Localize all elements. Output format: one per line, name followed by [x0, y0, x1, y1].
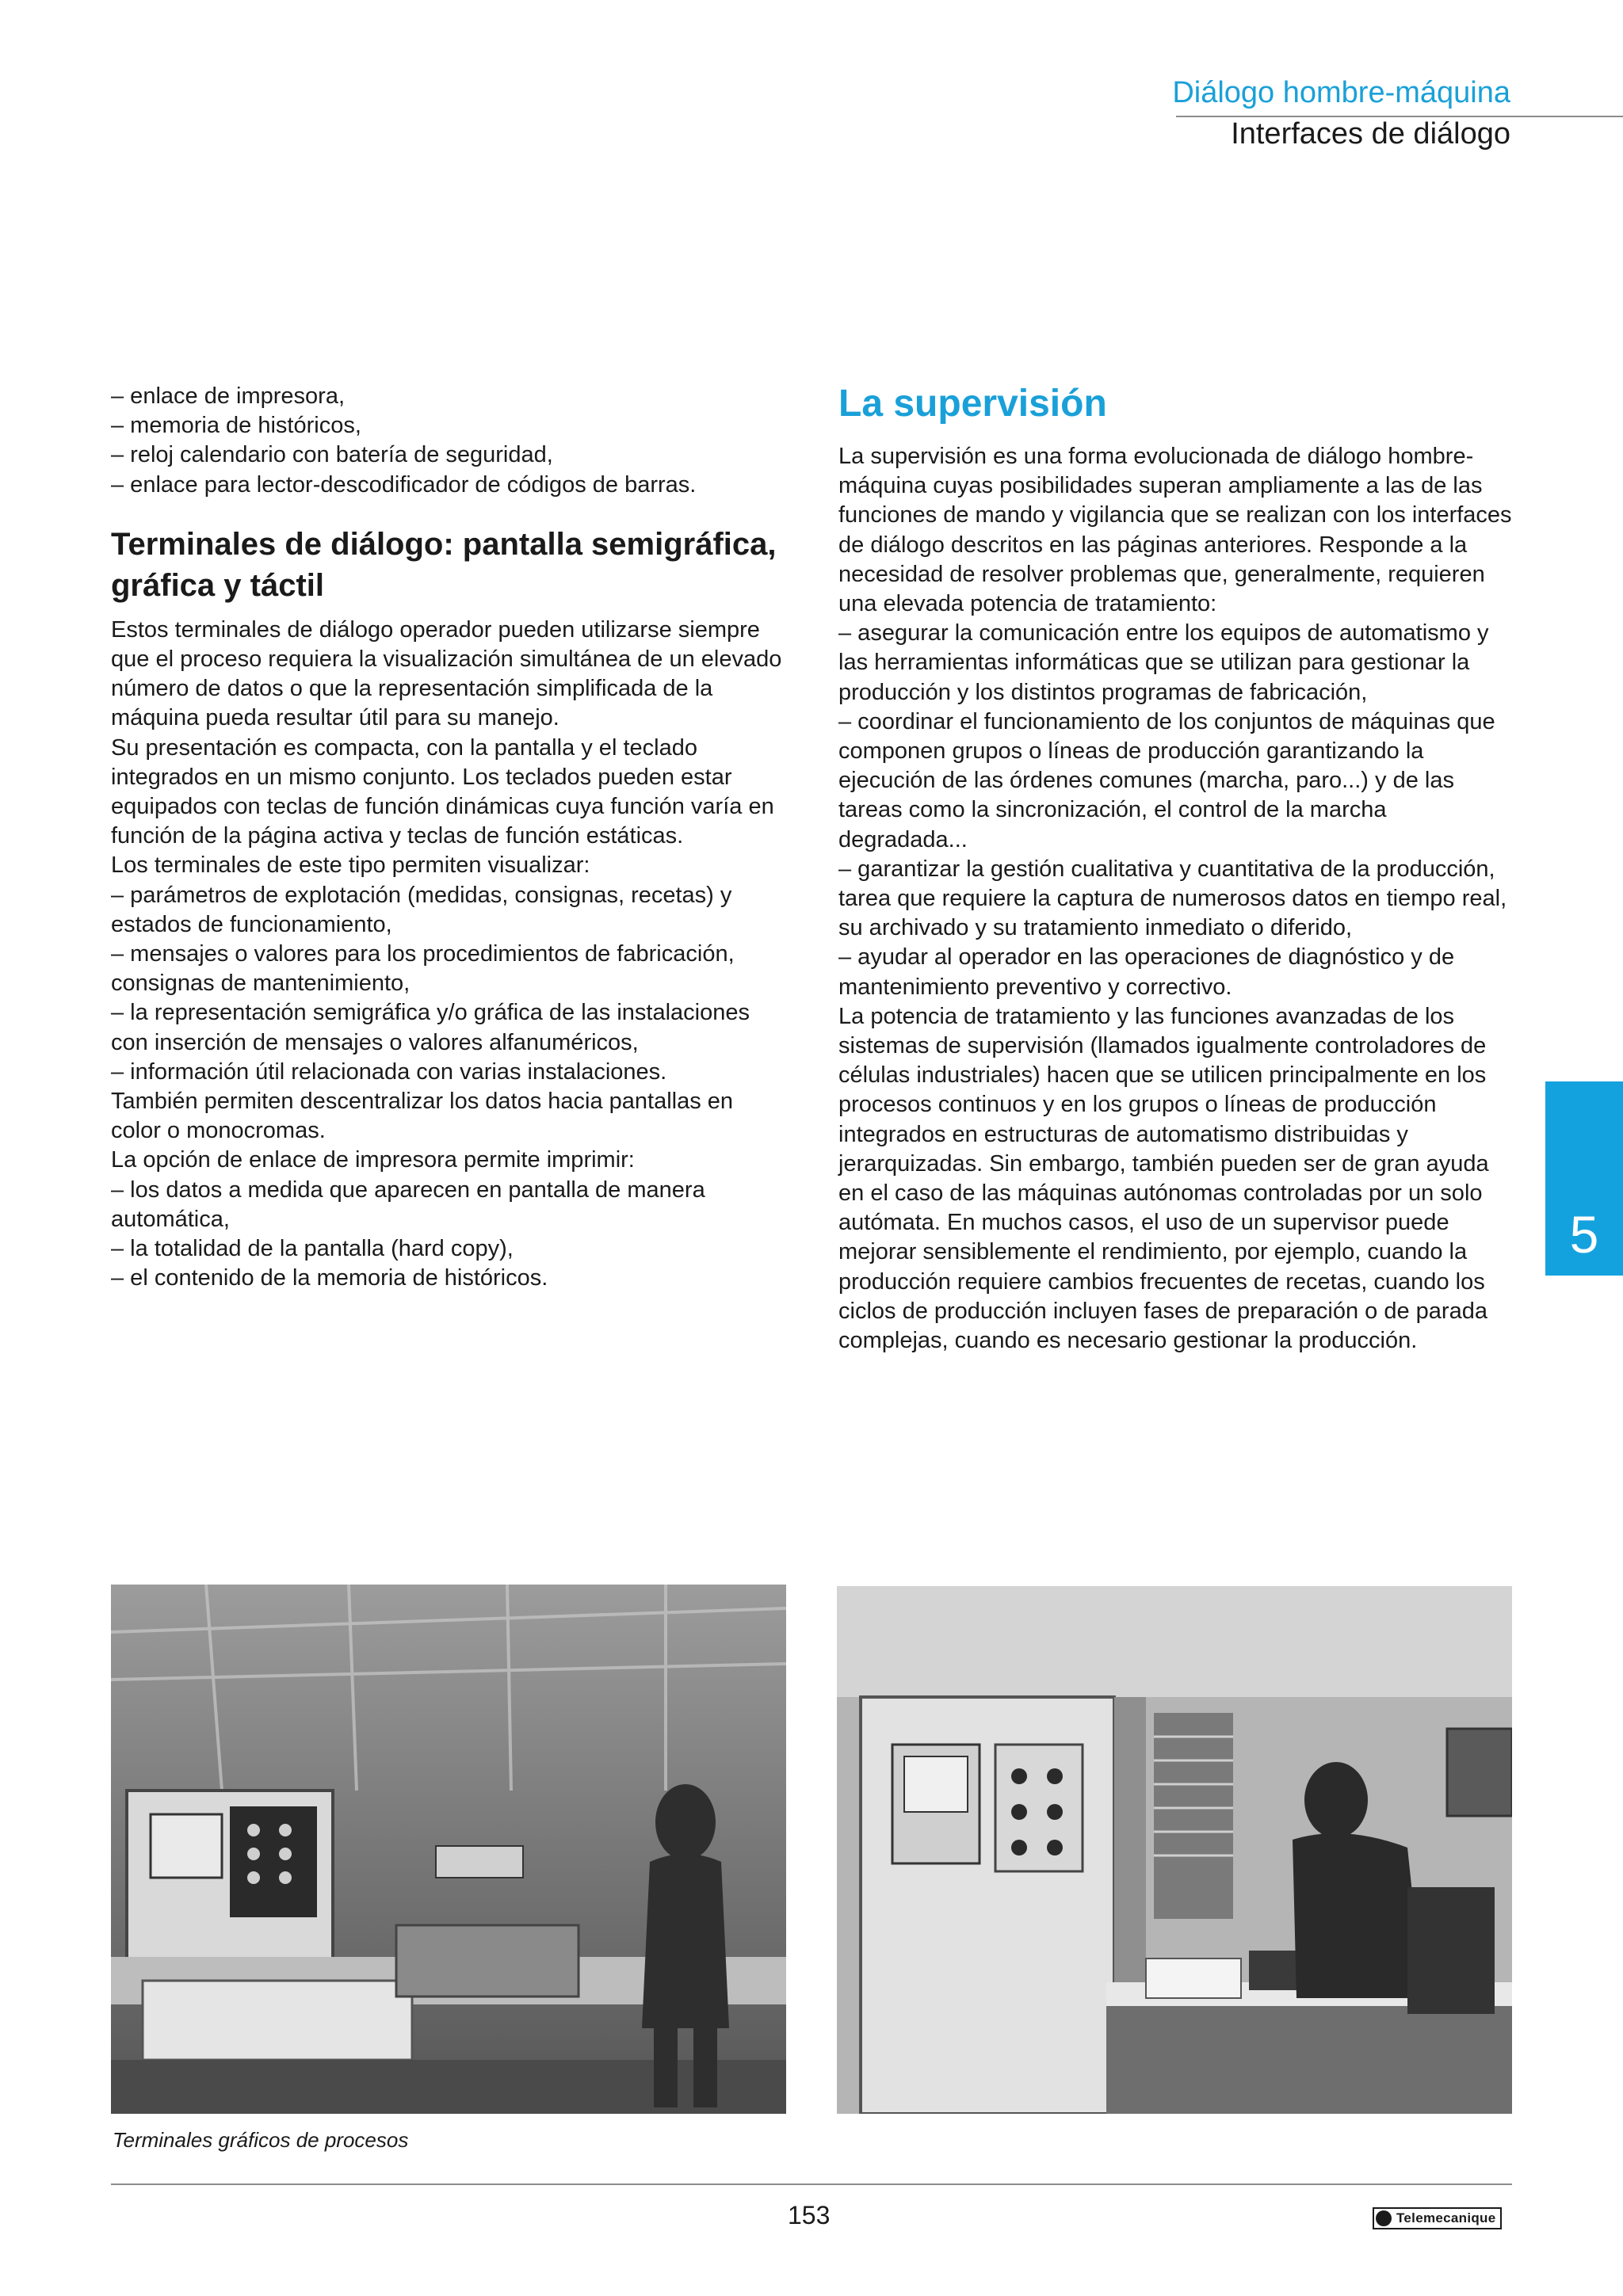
paragraph: – la totalidad de la pantalla (hard copy),	[111, 1236, 514, 1262]
paragraph: Estos terminales de diálogo operador pueden utilizarse siempre que el proceso requiera la visualización simultánea de un elevado número de datos o que la representación simplificada de la máquina pueda resultar útil para su manejo.	[111, 616, 782, 731]
brand-logo	[1373, 2207, 1502, 2229]
paragraph: – información útil relacionada con varias instalaciones.	[111, 1058, 667, 1085]
page-number: 153	[788, 2201, 831, 2229]
paragraph: – asegurar la comunicación entre los equipos de automatismo y las herramientas informáticas que se utilizan para gestionar la producción y los distintos programas de fabricación,	[838, 620, 1489, 705]
paragraph: – los datos a medida que aparecen en pantalla de manera automática,	[111, 1177, 705, 1232]
terminals-heading: Terminales de diálogo: pantalla semigráfica, gráfica y táctil	[111, 526, 777, 603]
paragraph: – garantizar la gestión cualitativa y cuantitativa de la producción, tarea que requiere la captura de numerosos datos en tiempo real, su archivado y su tratamiento inmediato o diferido,	[838, 856, 1507, 941]
supervision-heading: La supervisión	[838, 383, 1107, 425]
factory-line-image	[111, 1585, 786, 2114]
figure-caption: Terminales gráficos de procesos	[113, 2128, 409, 2152]
paragraph: – mensajes o valores para los procedimientos de fabricación, consignas de mantenimiento,	[111, 941, 735, 997]
chapter-number: 5	[1569, 1205, 1599, 1264]
section-title: Diálogo hombre-máquina	[1172, 76, 1510, 109]
paragraph: La supervisión es una forma evolucionada de diálogo hombre-máquina cuyas posibilidades superan ampliamente a las de las funciones de mando y vigilancia que se realizan con los interfaces de diálogo descritos en las páginas anteriores. Responde a la necesidad de resolver problemas que, generalmente, requieren una elevada potencia de tratamiento:	[838, 444, 1512, 617]
footer-divider	[111, 2183, 1512, 2185]
subsection-title: Interfaces de diálogo	[1231, 117, 1510, 151]
paragraph: Su presentación es compacta, con la pantalla y el teclado integrados en un mismo conjunto. Los teclados pueden estar equipados con teclas de función dinámicas cuya función varía en función de la página activa y teclas de función estáticas.	[111, 734, 774, 849]
paragraph: También permiten descentralizar los datos hacia pantallas en color o monocromas.	[111, 1089, 734, 1144]
paragraph: – parámetros de explotación (medidas, consignas, recetas) y estados de funcionamiento,	[111, 882, 732, 937]
paragraph: – la representación semigráfica y/o gráfica de las instalaciones con inserción de mensajes o valores alfanuméricos,	[111, 1000, 750, 1055]
left-column	[111, 382, 789, 1293]
brand-name: Telemecanique	[1396, 2210, 1496, 2225]
chapter-tab[interactable]	[1545, 1081, 1623, 1276]
brand-mark-icon	[1376, 2210, 1392, 2226]
list-item: – enlace para lector-descodificador de códigos de barras.	[111, 471, 697, 498]
list-item: – memoria de históricos,	[111, 413, 361, 439]
process-terminal-photo-2	[837, 1586, 1512, 2114]
supervision-station-image	[837, 1586, 1512, 2114]
paragraph: – el contenido de la memoria de históricos.	[111, 1265, 548, 1291]
paragraph: Los terminales de este tipo permiten visualizar:	[111, 852, 590, 879]
list-item: – reloj calendario con batería de seguridad,	[111, 442, 553, 468]
process-terminal-photo-1	[111, 1585, 786, 2114]
right-column	[838, 380, 1520, 1356]
list-item: – enlace de impresora,	[111, 383, 345, 409]
paragraph: – coordinar el funcionamiento de los conjuntos de máquinas que componen grupos o líneas de producción garantizando la ejecución de las órdenes comunes (marcha, paro...) y de las tareas como la sincronización, el control de la marcha degradada...	[838, 708, 1495, 852]
paragraph: – ayudar al operador en las operaciones de diagnóstico y de mantenimiento preventivo y correctivo.	[838, 944, 1455, 1000]
paragraph: La opción de enlace de impresora permite imprimir:	[111, 1147, 635, 1173]
paragraph: La potencia de tratamiento y las funciones avanzadas de los sistemas de supervisión (llamados igualmente controladores de células industriales) hacen que se utilicen principalmente en los procesos continuos y en los grupos o líneas de producción integrados en estructuras de automatismo distribuidas y jerarquizadas. Sin embargo, también pueden ser de gran ayuda en el caso de las máquinas autónomas controladas por un solo autómata. En muchos casos, el uso de un supervisor puede mejorar sensiblemente el rendimiento, por ejemplo, cuando la producción requiere cambios frecuentes de recetas, cuando los ciclos de producción incluyen fases de preparación o de parada complejas, cuando es necesario gestionar la producción.	[838, 1003, 1489, 1354]
